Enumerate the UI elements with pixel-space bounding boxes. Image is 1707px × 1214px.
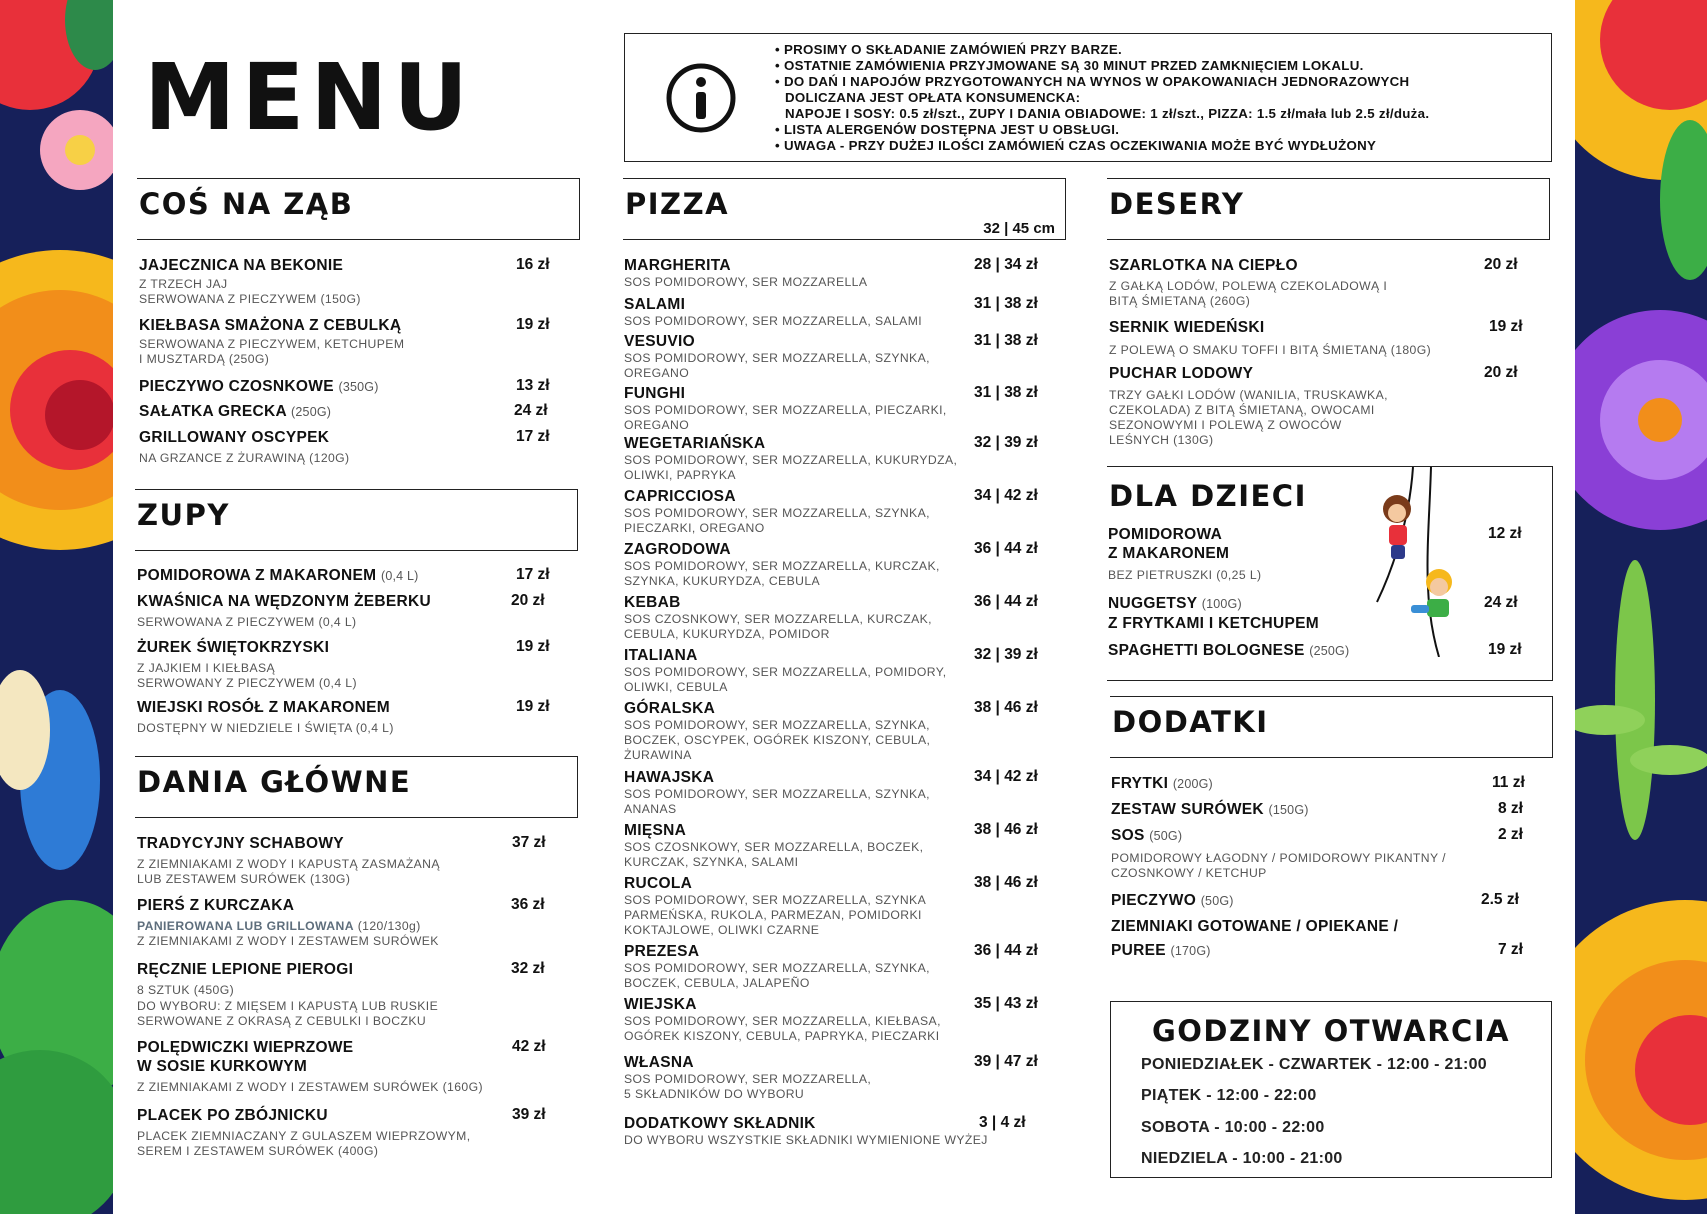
- item-weight: (0,4 L): [380, 569, 419, 583]
- item-name: [1108, 641, 1528, 661]
- item-description: [137, 857, 557, 887]
- pizza-price: 32 | 39 zł: [974, 646, 1038, 663]
- ingredient-line: SOS POMIDOROWY, SER MOZZARELLA, SALAMI: [624, 314, 923, 328]
- item-price: 2.5 zł: [1481, 891, 1519, 908]
- pizza-item: [624, 874, 1064, 938]
- item-weight: (200G): [1172, 777, 1213, 791]
- item-price: 17 zł: [516, 428, 550, 445]
- item-description: [1109, 343, 1529, 358]
- item-description: [1109, 279, 1529, 309]
- pizza-price: 36 | 44 zł: [974, 540, 1038, 557]
- section-header-dania-glowne: [135, 756, 578, 818]
- pizza-item: [624, 699, 1064, 763]
- ingredient-line: SZYNKA, KUKURYDZA, CEBULA: [624, 574, 821, 588]
- pizza-name: SALAMI: [624, 296, 686, 313]
- menu-item: [139, 402, 559, 422]
- menu-item: [137, 592, 557, 630]
- item-name-text: PUREE: [1111, 942, 1166, 959]
- pizza-price: 36 | 44 zł: [974, 942, 1038, 959]
- opening-hours-title: GODZINY OTWARCIA: [1151, 1014, 1511, 1048]
- ingredient-line: SOS POMIDOROWY, SER MOZZARELLA, SZYNKA: [624, 893, 927, 907]
- item-description: [137, 721, 557, 736]
- desc-line: I MUSZTARDĄ (250G): [139, 352, 270, 366]
- menu-item: [137, 896, 557, 949]
- menu-item: [1108, 525, 1528, 583]
- pizza-item: [624, 821, 1064, 870]
- info-line: • UWAGA - PRZY DUŻEJ ILOŚCI ZAMÓWIEŃ CZAS OCZEKIWANIA MOŻE BYĆ WYDŁUŻONY: [775, 138, 1377, 153]
- ingredient-line: SOS CZOSNKOWY, SER MOZZARELLA, BOCZEK,: [624, 840, 924, 854]
- desc-line: SERWOWANE Z OKRASĄ Z CEBULKI I BOCZKU: [137, 1014, 427, 1028]
- pizza-name: RUCOLA: [624, 875, 693, 892]
- ingredient-line: SOS POMIDOROWY, SER MOZZARELLA, SZYNKA,: [624, 351, 930, 365]
- pizza-price: 3 | 4 zł: [979, 1114, 1026, 1131]
- info-line: • PROSIMY O SKŁADANIE ZAMÓWIEŃ PRZY BARZE.: [775, 42, 1122, 57]
- info-icon: [665, 62, 737, 134]
- info-line: NAPOJE I SOSY: 0.5 zł/szt., ZUPY I DANIA OBIADOWE: 1 zł/szt., PIZZA: 1.5 zł/mała lub 2.5 zł/duża.: [785, 106, 1430, 121]
- opening-hours-row: SOBOTA - 10:00 - 22:00: [1141, 1119, 1325, 1136]
- section-title: DLA DZIECI: [1109, 479, 1307, 513]
- menu-item: [137, 698, 557, 736]
- menu-item: [139, 256, 559, 307]
- opening-hours-box: [1110, 1001, 1552, 1178]
- ingredient-line: ŻURAWINA: [624, 748, 692, 762]
- item-price: 24 zł: [514, 402, 548, 419]
- floral-decoration-left: [0, 0, 113, 1214]
- desc-highlight: PANIEROWANA LUB GRILLOWANA: [137, 919, 354, 933]
- item-name: [139, 377, 559, 397]
- item-price: 20 zł: [511, 592, 545, 609]
- item-name: PUCHAR LODOWY: [1109, 365, 1254, 382]
- menu-item: [1111, 826, 1531, 881]
- item-name: [137, 566, 557, 586]
- item-name: SZARLOTKA NA CIEPŁO: [1109, 257, 1298, 274]
- item-weight: (50G): [1149, 829, 1183, 843]
- pizza-ingredients: [624, 275, 1064, 290]
- menu-item: [137, 638, 557, 691]
- ingredient-line: SOS POMIDOROWY, SER MOZZARELLA, KIEŁBASA,: [624, 1014, 941, 1028]
- section-title: DESERY: [1109, 187, 1245, 221]
- desc-line: 8 SZTUK (450G): [137, 983, 235, 997]
- ingredient-line: OREGANO: [624, 366, 690, 380]
- item-name: WIEJSKI ROSÓŁ Z MAKARONEM: [137, 699, 390, 716]
- section-header-zupy: [135, 489, 578, 551]
- pizza-item: [624, 593, 1064, 642]
- item-name: [1111, 774, 1531, 794]
- item-name: GRILLOWANY OSCYPEK: [139, 429, 330, 446]
- pizza-price: 31 | 38 zł: [974, 384, 1038, 401]
- item-name: PLACEK PO ZBÓJNICKU: [137, 1107, 328, 1124]
- item-name: KWAŚNICA NA WĘDZONYM ŻEBERKU: [137, 593, 431, 610]
- item-name: ŻUREK ŚWIĘTOKRZYSKI: [137, 639, 330, 656]
- opening-hours-row: PIĄTEK - 12:00 - 22:00: [1141, 1087, 1317, 1104]
- pizza-ingredients: [624, 787, 1064, 817]
- info-box: [624, 33, 1552, 162]
- item-price: 32 zł: [511, 960, 545, 977]
- ingredient-line: BOCZEK, OSCYPEK, OGÓREK KISZONY, CEBULA,: [624, 733, 931, 747]
- pizza-ingredients: [624, 1072, 1064, 1102]
- desc-line: SEREM I ZESTAWEM SURÓWEK (400G): [137, 1144, 379, 1158]
- item-name: [1111, 800, 1531, 820]
- menu-item: [1111, 774, 1531, 794]
- pizza-item: [624, 1114, 1064, 1148]
- item-price: 7 zł: [1498, 941, 1523, 958]
- item-name-line2: W SOSIE KURKOWYM: [137, 1058, 308, 1075]
- ingredient-line: SOS POMIDOROWY, SER MOZZARELLA, KUKURYDZA,: [624, 453, 958, 467]
- item-price: 12 zł: [1488, 525, 1522, 542]
- pizza-name: VESUVIO: [624, 333, 696, 350]
- pizza-item: [624, 384, 1064, 433]
- pizza-name: KEBAB: [624, 594, 681, 611]
- pizza-name: ITALIANA: [624, 647, 698, 664]
- ingredient-line: BOCZEK, CEBULA, JALAPEÑO: [624, 976, 810, 990]
- item-name: PIERŚ Z KURCZAKA: [137, 897, 295, 914]
- desc-line: NA GRZANCE Z ŻURAWINĄ (120G): [139, 451, 350, 465]
- left-floral-border: [0, 0, 113, 1214]
- section-header-dodatki: [1110, 696, 1553, 758]
- menu-item: [139, 377, 559, 397]
- pizza-ingredients: [624, 612, 1064, 642]
- pizza-item: [624, 942, 1064, 991]
- ingredient-line: SOS POMIDOROWY, SER MOZZARELLA, SZYNKA,: [624, 718, 930, 732]
- ingredient-line: SOS POMIDOROWY, SER MOZZARELLA, SZYNKA,: [624, 961, 930, 975]
- menu-item: [1111, 917, 1531, 961]
- item-description: [137, 1129, 557, 1159]
- pizza-ingredients: [624, 1133, 1064, 1148]
- item-price: 37 zł: [512, 834, 546, 851]
- right-floral-border: [1575, 0, 1707, 1214]
- item-price: 2 zł: [1498, 826, 1523, 843]
- pizza-name: DODATKOWY SKŁADNIK: [624, 1115, 816, 1132]
- item-price: 19 zł: [516, 316, 550, 333]
- pizza-item: [624, 295, 1064, 329]
- ingredient-line: SOS POMIDOROWY, SER MOZZARELLA, KURCZAK,: [624, 559, 940, 573]
- pizza-price: 39 | 47 zł: [974, 1053, 1038, 1070]
- item-price: 17 zł: [516, 566, 550, 583]
- menu-item: [1111, 800, 1531, 820]
- menu-item: [137, 1038, 557, 1095]
- desc-line: TRZY GAŁKI LODÓW (WANILIA, TRUSKAWKA,: [1109, 388, 1388, 402]
- item-weight: (250G): [291, 405, 332, 419]
- desc-line: SERWOWANA Z PIECZYWEM, KETCHUPEM: [139, 337, 405, 351]
- pizza-item: [624, 256, 1064, 290]
- pizza-price: 34 | 42 zł: [974, 768, 1038, 785]
- item-description: [137, 983, 557, 1030]
- item-weight: (50G): [1200, 894, 1234, 908]
- desc-line: CZEKOLADA) Z BITĄ ŚMIETANĄ, OWOCAMI: [1109, 403, 1375, 417]
- item-price: 20 zł: [1484, 256, 1518, 273]
- item-name-text: SOS: [1111, 827, 1145, 844]
- item-description: [139, 277, 559, 307]
- ingredient-line: CEBULA, KUKURYDZA, POMIDOR: [624, 627, 830, 641]
- pizza-price: 32 | 39 zł: [974, 434, 1038, 451]
- section-title: ZUPY: [137, 498, 230, 532]
- pizza-name: CAPRICCIOSA: [624, 488, 736, 505]
- ingredient-line: OREGANO: [624, 418, 690, 432]
- ingredient-line: SOS POMIDOROWY, SER MOZZARELLA, PIECZARKI,: [624, 403, 947, 417]
- info-line: • DO DAŃ I NAPOJÓW PRZYGOTOWANYCH NA WYNOS W OPAKOWANIACH JEDNORAZOWYCH: [775, 74, 1410, 89]
- item-price: 19 zł: [1489, 318, 1523, 335]
- menu-item: [137, 834, 557, 887]
- item-weight: (250G): [1309, 644, 1350, 658]
- desc-line: CZOSNKOWY / KETCHUP: [1111, 866, 1267, 880]
- pizza-price: 36 | 44 zł: [974, 593, 1038, 610]
- ingredient-line: OLIWKI, CEBULA: [624, 680, 728, 694]
- desc-line: Z TRZECH JAJ: [139, 277, 228, 291]
- ingredient-line: SOS POMIDOROWY, SER MOZZARELLA,: [624, 1072, 872, 1086]
- pizza-ingredients: [624, 718, 1064, 763]
- item-name: [1111, 826, 1531, 846]
- pizza-name: MARGHERITA: [624, 257, 731, 274]
- item-price: 19 zł: [516, 698, 550, 715]
- pizza-price: 31 | 38 zł: [974, 295, 1038, 312]
- section-header-pizza: [623, 178, 1066, 240]
- pizza-price: 38 | 46 zł: [974, 821, 1038, 838]
- pizza-ingredients: [624, 351, 1064, 381]
- item-name: RĘCZNIE LEPIONE PIEROGI: [137, 961, 354, 978]
- item-price: 13 zł: [516, 377, 550, 394]
- item-price: 11 zł: [1492, 774, 1525, 791]
- menu-title: [144, 44, 475, 151]
- item-name: SERNIK WIEDEŃSKI: [1109, 319, 1265, 336]
- desc-weight: (120/130g): [357, 919, 421, 933]
- ingredient-line: KOKTAJLOWE, OLIWKI CZARNE: [624, 923, 820, 937]
- menu-item: [1111, 891, 1531, 911]
- pizza-item: [624, 995, 1064, 1044]
- desc-line: LEŚNYCH (130G): [1109, 433, 1214, 447]
- desc-line: BITĄ ŚMIETANĄ (260G): [1109, 294, 1251, 308]
- desc-line: SERWOWANY Z PIECZYWEM (0,4 L): [137, 676, 357, 690]
- pizza-price: 38 | 46 zł: [974, 874, 1038, 891]
- ingredient-line: SOS POMIDOROWY, SER MOZZARELLA, SZYNKA,: [624, 787, 930, 801]
- menu-item: [137, 1106, 557, 1159]
- ingredient-line: KURCZAK, SZYNKA, SALAMI: [624, 855, 799, 869]
- desc-line: BEZ PIETRUSZKI (0,25 L): [1108, 568, 1262, 582]
- desc-line: SERWOWANA Z PIECZYWEM (0,4 L): [137, 615, 357, 629]
- ingredient-line: SOS POMIDOROWY, SER MOZZARELLA, SZYNKA,: [624, 506, 930, 520]
- ingredient-line: OLIWKI, PAPRYKA: [624, 468, 736, 482]
- item-price: 36 zł: [511, 896, 545, 913]
- item-name-text: SPAGHETTI BOLOGNESE: [1108, 642, 1305, 659]
- pizza-item: [624, 646, 1064, 695]
- item-name: POMIDOROWA: [1108, 526, 1223, 543]
- item-weight: (170G): [1170, 944, 1211, 958]
- menu-item: [139, 428, 559, 466]
- pizza-item: [624, 1053, 1064, 1102]
- item-name-text: POMIDOROWA Z MAKARONEM: [137, 567, 377, 584]
- desc-line: LUB ZESTAWEM SURÓWEK (130G): [137, 872, 351, 886]
- pizza-ingredients: [624, 506, 1064, 536]
- pizza-name: PREZESA: [624, 943, 700, 960]
- item-weight: (150G): [1268, 803, 1309, 817]
- pizza-name: WEGETARIAŃSKA: [624, 435, 766, 452]
- item-name-text: PIECZYWO: [1111, 892, 1197, 909]
- menu-item: [137, 960, 557, 1030]
- item-price: 20 zł: [1484, 364, 1518, 381]
- desc-line: Z ZIEMNIAKAMI Z WODY I KAPUSTĄ ZASMAŻANĄ: [137, 857, 440, 871]
- ingredient-line: SOS CZOSNKOWY, SER MOZZARELLA, KURCZAK,: [624, 612, 932, 626]
- ingredient-line: PIECZARKI, OREGANO: [624, 521, 765, 535]
- item-description: [1108, 568, 1528, 583]
- item-price: 39 zł: [512, 1106, 546, 1123]
- desc-line: POMIDOROWY ŁAGODNY / POMIDOROWY PIKANTNY /: [1111, 851, 1446, 865]
- desc-line: Z JAJKIEM I KIEŁBASĄ: [137, 661, 276, 675]
- menu-item: [139, 316, 559, 367]
- item-name-text: SAŁATKA GRECKA: [139, 403, 287, 420]
- item-name-text: PIECZYWO CZOSNKOWE: [139, 378, 334, 395]
- item-price: 24 zł: [1484, 594, 1518, 611]
- desc-line: Z POLEWĄ O SMAKU TOFFI I BITĄ ŚMIETANĄ (180G): [1109, 343, 1432, 357]
- item-name: TRADYCYJNY SCHABOWY: [137, 835, 344, 852]
- desc-line: DOSTĘPNY W NIEDZIELE I ŚWIĘTA (0,4 L): [137, 721, 394, 735]
- desc-line: PLACEK ZIEMNIACZANY Z GULASZEM WIEPRZOWYM,: [137, 1129, 471, 1143]
- ingredient-line: SOS POMIDOROWY, SER MOZZARELLA, POMIDORY,: [624, 665, 947, 679]
- menu-item: [1108, 641, 1528, 661]
- opening-hours-row: PONIEDZIAŁEK - CZWARTEK - 12:00 - 21:00: [1141, 1056, 1487, 1073]
- pizza-item: [624, 332, 1064, 381]
- pizza-ingredients: [624, 314, 1064, 329]
- item-name: [1108, 594, 1528, 614]
- item-name: POLĘDWICZKI WIEPRZOWE: [137, 1039, 354, 1056]
- menu-title-text: MENU: [144, 44, 475, 151]
- item-price: 8 zł: [1498, 800, 1523, 817]
- pizza-price: 35 | 43 zł: [974, 995, 1038, 1012]
- item-name: [1111, 891, 1531, 911]
- pizza-ingredients: [624, 893, 1064, 938]
- desc-line: Z ZIEMNIAKAMI Z WODY I ZESTAWEM SURÓWEK (160G): [137, 1080, 483, 1094]
- pizza-price: 34 | 42 zł: [974, 487, 1038, 504]
- item-name-text: ZESTAW SURÓWEK: [1111, 801, 1264, 818]
- menu-item: [1109, 256, 1529, 309]
- item-description: [137, 615, 557, 630]
- menu-item: [1108, 594, 1528, 633]
- opening-hours-row: NIEDZIELA - 10:00 - 21:00: [1141, 1150, 1343, 1167]
- item-description: [137, 1080, 557, 1095]
- menu-item: [1109, 318, 1529, 358]
- section-header-cos-na-zab: [137, 178, 580, 240]
- item-price: 19 zł: [516, 638, 550, 655]
- menu-item: [137, 566, 557, 586]
- item-description: [139, 337, 559, 367]
- ingredient-line: PARMEŃSKA, RUKOLA, PARMEZAN, POMIDORKI: [624, 908, 922, 922]
- item-description: [137, 661, 557, 691]
- pizza-price: 38 | 46 zł: [974, 699, 1038, 716]
- ingredient-line: SOS POMIDOROWY, SER MOZZARELLA: [624, 275, 868, 289]
- item-description: [137, 919, 557, 949]
- item-description: [1109, 388, 1529, 448]
- desc-line: SERWOWANA Z PIECZYWEM (150G): [139, 292, 361, 306]
- ingredient-line: 5 SKŁADNIKÓW DO WYBORU: [624, 1087, 805, 1101]
- pizza-ingredients: [624, 453, 1064, 483]
- pizza-item: [624, 487, 1064, 536]
- item-name-text: FRYTKI: [1111, 775, 1169, 792]
- pizza-name: WIEJSKA: [624, 996, 697, 1013]
- item-description: [1111, 851, 1531, 881]
- item-name-line2: Z FRYTKAMI I KETCHUPEM: [1108, 615, 1319, 632]
- pizza-name: ZAGRODOWA: [624, 541, 731, 558]
- pizza-item: [624, 768, 1064, 817]
- pizza-name: FUNGHI: [624, 385, 686, 402]
- pizza-ingredients: [624, 403, 1064, 433]
- item-weight: (100G): [1201, 597, 1242, 611]
- pizza-name: WŁASNA: [624, 1054, 694, 1071]
- desc-line: Z GAŁKĄ LODÓW, POLEWĄ CZEKOLADOWĄ I: [1109, 279, 1388, 293]
- item-name: ZIEMNIAKI GOTOWANE / OPIEKANE /: [1111, 918, 1399, 935]
- pizza-name: MIĘSNA: [624, 822, 687, 839]
- desc-line: SEZONOWYMI I POLEWĄ Z OWOCÓW: [1109, 418, 1342, 432]
- desc-line: Z ZIEMNIAKAMI Z WODY I ZESTAWEM SURÓWEK: [137, 934, 439, 948]
- pizza-name: GÓRALSKA: [624, 700, 716, 717]
- item-name-text: NUGGETSY: [1108, 595, 1198, 612]
- desc-line: [137, 919, 557, 934]
- menu-item: [1109, 364, 1529, 448]
- pizza-ingredients: [624, 840, 1064, 870]
- pizza-ingredients: [624, 665, 1064, 695]
- floral-decoration-right: [1575, 0, 1707, 1214]
- item-name-line2: Z MAKARONEM: [1108, 545, 1230, 562]
- pizza-item: [624, 434, 1064, 483]
- desc-line: DO WYBORU: Z MIĘSEM I KAPUSTĄ LUB RUSKIE: [137, 998, 439, 1013]
- info-line: DOLICZANA JEST OPŁATA KONSUMENCKA:: [785, 90, 1081, 105]
- ingredient-line: DO WYBORU WSZYSTKIE SKŁADNIKI WYMIENIONE WYŻEJ: [624, 1133, 988, 1147]
- pizza-sizes-label: 32 | 45 cm: [983, 220, 1055, 237]
- pizza-ingredients: [624, 961, 1064, 991]
- item-price: 16 zł: [516, 256, 550, 273]
- info-line: • OSTATNIE ZAMÓWIENIA PRZYJMOWANE SĄ 30 MINUT PRZED ZAMKNIĘCIEM LOKALU.: [775, 58, 1364, 73]
- info-lines: [775, 42, 1429, 154]
- item-name: JAJECZNICA NA BEKONIE: [139, 257, 344, 274]
- item-price: 42 zł: [512, 1038, 546, 1055]
- pizza-name: HAWAJSKA: [624, 769, 715, 786]
- section-title: DANIA GŁÓWNE: [137, 765, 412, 799]
- item-description: [139, 451, 559, 466]
- item-price: 19 zł: [1488, 641, 1522, 658]
- pizza-item: [624, 540, 1064, 589]
- section-title: DODATKI: [1112, 705, 1269, 739]
- pizza-ingredients: [624, 559, 1064, 589]
- pizza-price: 28 | 34 zł: [974, 256, 1038, 273]
- section-header-desery: [1107, 178, 1550, 240]
- item-name: [139, 402, 559, 422]
- ingredient-line: ANANAS: [624, 802, 677, 816]
- pizza-ingredients: [624, 1014, 1064, 1044]
- item-name: KIEŁBASA SMAŻONA Z CEBULKĄ: [139, 317, 402, 334]
- section-title: PIZZA: [625, 187, 730, 221]
- pizza-price: 31 | 38 zł: [974, 332, 1038, 349]
- info-line: • LISTA ALERGENÓW DOSTĘPNA JEST U OBSŁUGI.: [775, 122, 1120, 137]
- item-name-line2: [1111, 941, 1531, 961]
- item-weight: (350G): [338, 380, 379, 394]
- ingredient-line: OGÓREK KISZONY, CEBULA, PAPRYKA, PIECZARKI: [624, 1029, 940, 1043]
- section-title: COŚ NA ZĄB: [139, 187, 354, 221]
